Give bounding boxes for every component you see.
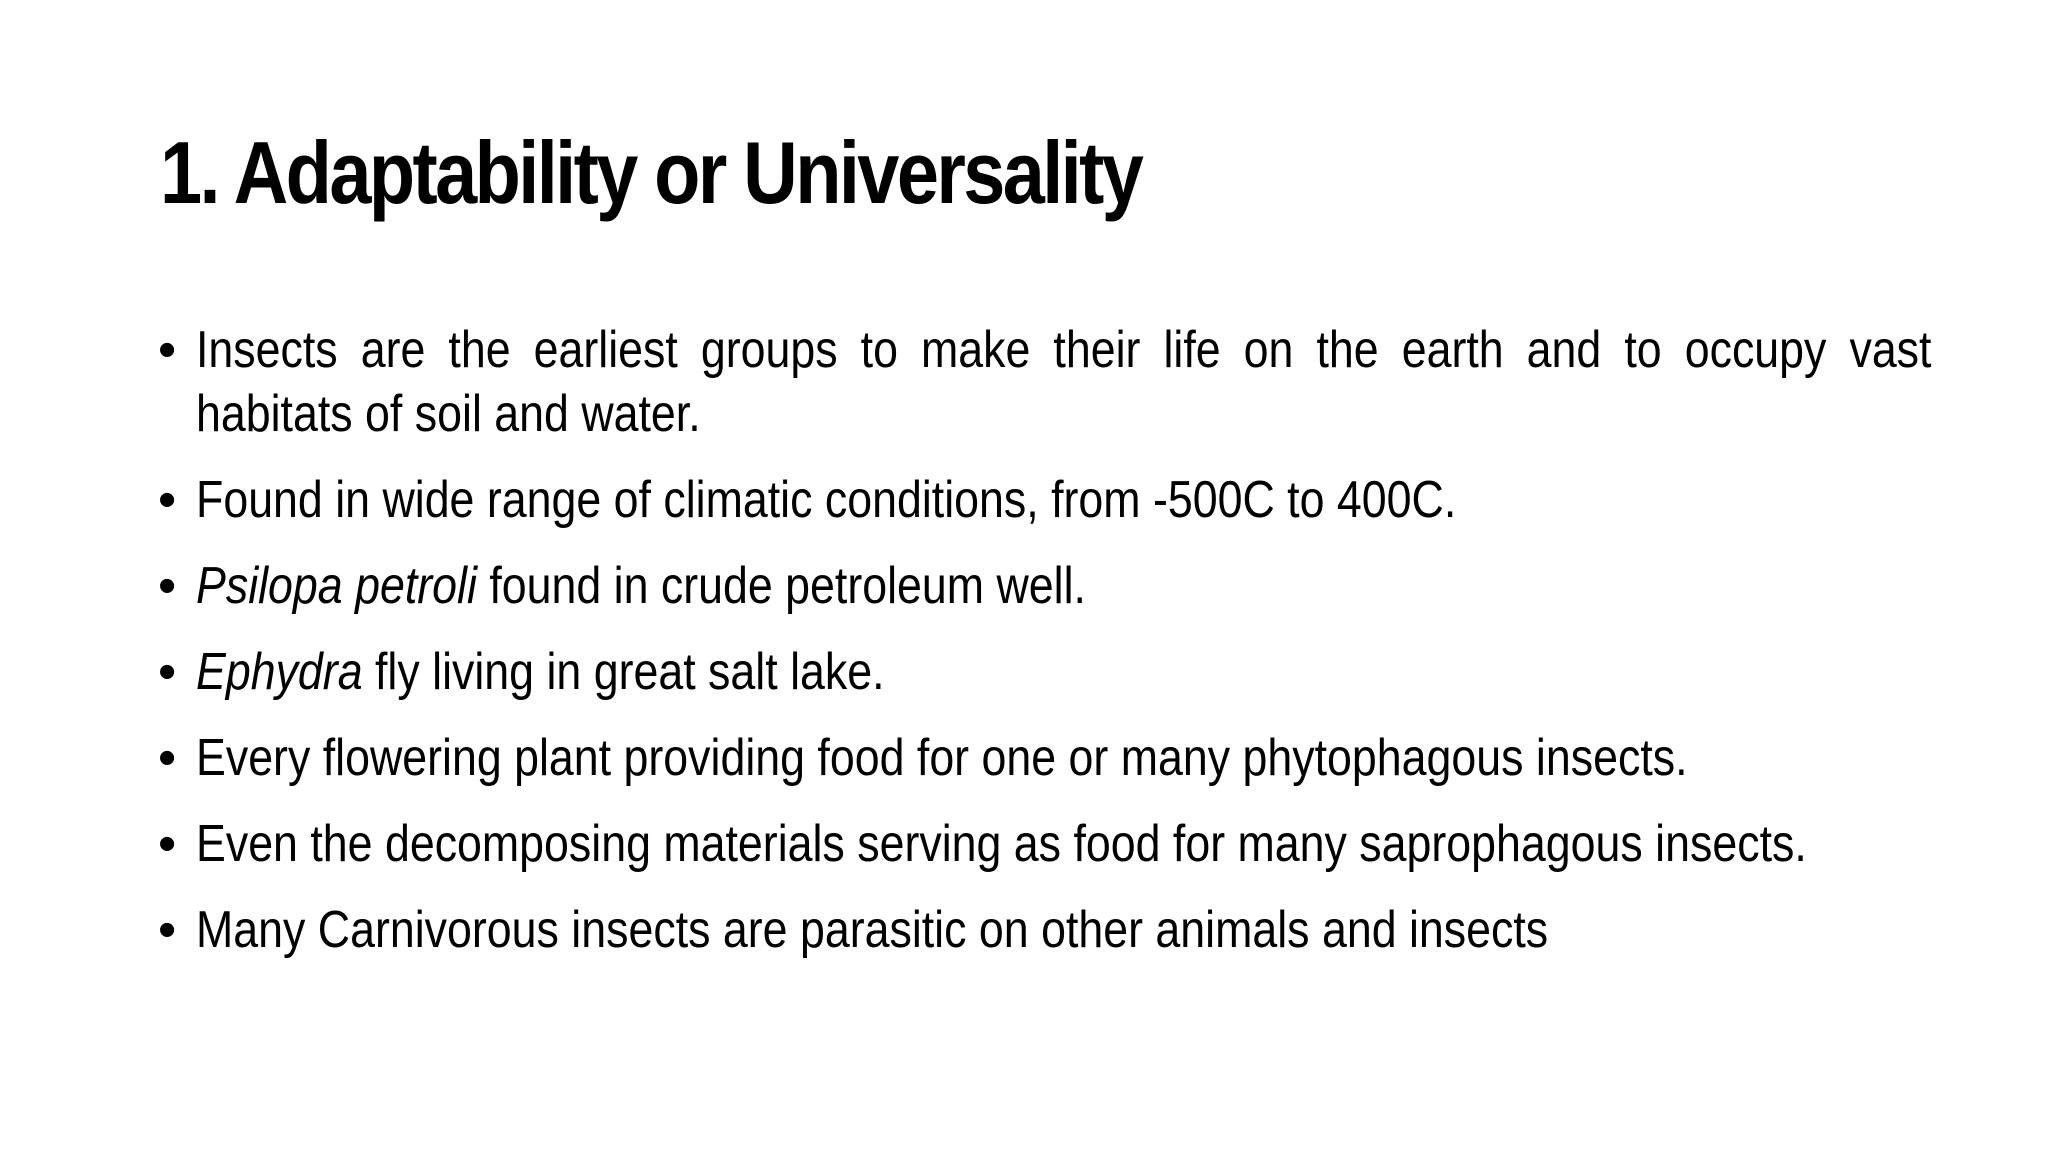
bullet-text-plain: fly living in great salt lake.	[362, 643, 885, 701]
bullet-text	[196, 318, 1931, 446]
bullet-text	[196, 640, 1931, 704]
bullet-item	[158, 726, 1930, 790]
bullet-marker: •	[158, 557, 177, 615]
bullet-marker: •	[158, 321, 177, 379]
bullet-item	[158, 318, 1930, 446]
species-name: Psilopa petroli	[196, 557, 477, 615]
bullet-text	[196, 468, 1931, 532]
bullet-item	[158, 468, 1930, 532]
bullet-text	[196, 812, 1931, 876]
bullet-marker: •	[158, 643, 177, 701]
bullet-item	[158, 554, 1930, 618]
bullet-marker: •	[158, 901, 177, 959]
bullet-marker: •	[158, 729, 177, 787]
bullet-text-plain: Even the decomposing materials serving as food for many saprophagous insects.	[196, 815, 1807, 873]
bullet-text	[196, 726, 1931, 790]
slide-title: 1. Adaptability or Universality	[160, 123, 1142, 222]
bullet-item	[158, 640, 1930, 704]
bullet-text-plain: Many Carnivorous insects are parasitic on other animals and insects	[196, 901, 1549, 959]
bullet-text-plain: Found in wide range of climatic conditions, from -500C to 400C.	[196, 471, 1457, 529]
bullet-text	[196, 554, 1931, 618]
bullet-item	[158, 812, 1930, 876]
bullet-marker: •	[158, 471, 177, 529]
bullet-text-plain: Every flowering plant providing food for one or many phytophagous insects.	[196, 729, 1688, 787]
bullet-item	[158, 898, 1930, 962]
species-name: Ephydra	[196, 643, 363, 701]
bullet-text-plain: found in crude petroleum well.	[476, 557, 1086, 615]
bullet-marker: •	[158, 815, 177, 873]
bullet-text	[196, 898, 1931, 962]
bullet-text-plain: Insects are the earliest groups to make their life on the earth and to occupy vast habitats of soil and water.	[196, 321, 1932, 443]
bullet-list	[158, 318, 1930, 984]
